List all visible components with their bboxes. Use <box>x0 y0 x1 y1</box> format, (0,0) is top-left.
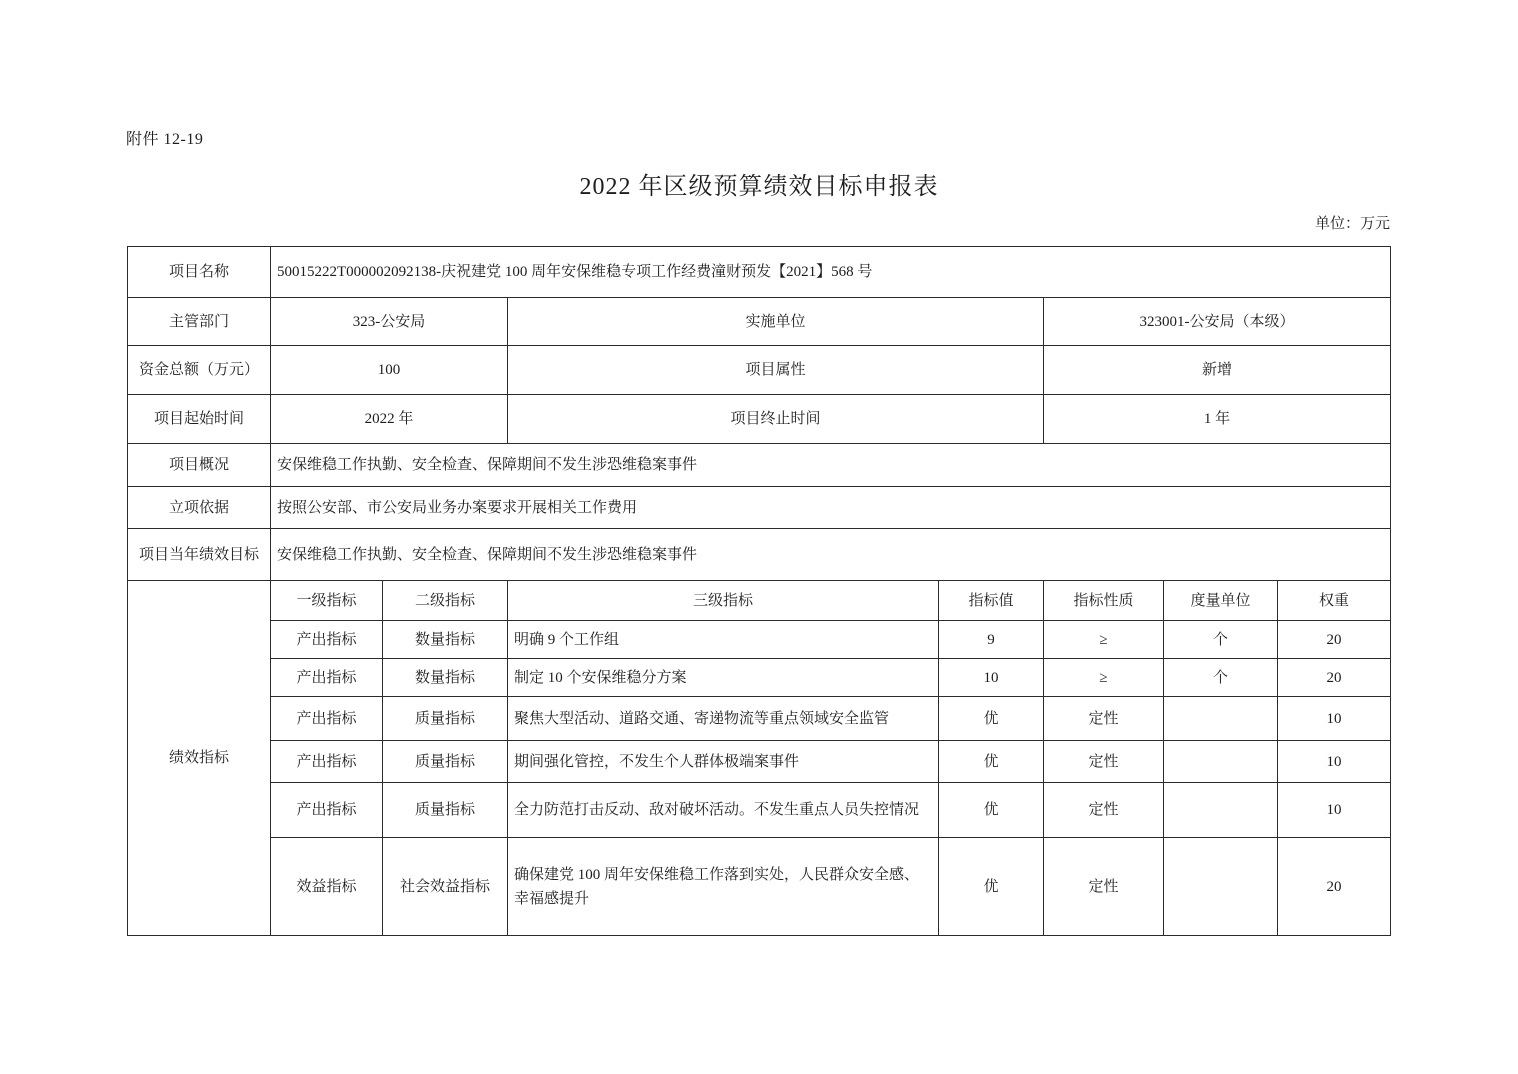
attr-label: 项目属性 <box>508 346 1044 395</box>
indicator-level1: 产出指标 <box>271 741 383 783</box>
indicator-level2: 社会效益指标 <box>383 838 508 936</box>
dept-value: 323-公安局 <box>271 298 508 346</box>
annual-goal-label: 项目当年绩效目标 <box>128 529 271 581</box>
indicator-level1: 产出指标 <box>271 697 383 741</box>
start-label: 项目起始时间 <box>128 395 271 444</box>
indicator-weight: 10 <box>1278 741 1391 783</box>
impl-label: 实施单位 <box>508 298 1044 346</box>
indicator-unit <box>1164 697 1278 741</box>
indicator-level3: 聚焦大型活动、道路交通、寄递物流等重点领域安全监管 <box>508 697 939 741</box>
table-row-basis <box>128 487 1391 529</box>
indicator-nature: 定性 <box>1044 697 1164 741</box>
indicator-row <box>128 741 1391 783</box>
indicator-nature: 定性 <box>1044 783 1164 838</box>
indicator-weight: 10 <box>1278 697 1391 741</box>
project-name-value: 50015222T000002092138-庆祝建党 100 周年安保维稳专项工作经费潼财预发【2021】568 号 <box>271 247 1391 298</box>
indicator-unit: 个 <box>1164 621 1278 659</box>
indicator-level1: 产出指标 <box>271 621 383 659</box>
start-value: 2022 年 <box>271 395 508 444</box>
annual-goal-value: 安保维稳工作执勤、安全检查、保障期间不发生涉恐维稳案事件 <box>271 529 1391 581</box>
indicator-row <box>128 659 1391 697</box>
indicator-row <box>128 697 1391 741</box>
indicator-level2: 质量指标 <box>383 741 508 783</box>
indicator-level2: 质量指标 <box>383 783 508 838</box>
indicator-weight: 20 <box>1278 838 1391 936</box>
indicator-weight: 20 <box>1278 621 1391 659</box>
indicator-unit <box>1164 838 1278 936</box>
indicator-value: 10 <box>939 659 1044 697</box>
indicator-level3: 明确 9 个工作组 <box>508 621 939 659</box>
indicator-weight: 20 <box>1278 659 1391 697</box>
indicator-nature: 定性 <box>1044 741 1164 783</box>
overview-label: 项目概况 <box>128 444 271 487</box>
amount-label: 资金总额（万元） <box>128 346 271 395</box>
indicator-level2: 数量指标 <box>383 621 508 659</box>
header-level2: 二级指标 <box>383 581 508 621</box>
dept-label: 主管部门 <box>128 298 271 346</box>
header-value: 指标值 <box>939 581 1044 621</box>
table-row-project-name <box>128 247 1391 298</box>
overview-value: 安保维稳工作执勤、安全检查、保障期间不发生涉恐维稳案事件 <box>271 444 1391 487</box>
indicator-level3: 确保建党 100 周年安保维稳工作落到实处，人民群众安全感、幸福感提升 <box>508 838 939 936</box>
impl-value: 323001-公安局（本级） <box>1044 298 1391 346</box>
indicator-nature: 定性 <box>1044 838 1164 936</box>
indicator-value: 优 <box>939 783 1044 838</box>
indicator-level2: 质量指标 <box>383 697 508 741</box>
header-nature: 指标性质 <box>1044 581 1164 621</box>
indicator-nature: ≥ <box>1044 659 1164 697</box>
header-level3: 三级指标 <box>508 581 939 621</box>
indicator-row <box>128 621 1391 659</box>
indicator-row <box>128 783 1391 838</box>
indicator-unit: 个 <box>1164 659 1278 697</box>
indicator-value: 优 <box>939 838 1044 936</box>
basis-value: 按照公安部、市公安局业务办案要求开展相关工作费用 <box>271 487 1391 529</box>
indicator-value: 9 <box>939 621 1044 659</box>
attachment-label: 附件 12-19 <box>126 131 204 148</box>
indicator-unit <box>1164 783 1278 838</box>
indicator-nature: ≥ <box>1044 621 1164 659</box>
indicator-value: 优 <box>939 697 1044 741</box>
table-row-department <box>128 298 1391 346</box>
page-title: 2022 年区级预算绩效目标申报表 <box>579 174 939 200</box>
attr-value: 新增 <box>1044 346 1391 395</box>
indicator-level3: 期间强化管控，不发生个人群体极端案事件 <box>508 741 939 783</box>
declaration-table <box>127 246 1391 936</box>
indicator-level1: 产出指标 <box>271 783 383 838</box>
indicator-level2: 数量指标 <box>383 659 508 697</box>
end-value: 1 年 <box>1044 395 1391 444</box>
basis-label: 立项依据 <box>128 487 271 529</box>
project-name-label: 项目名称 <box>128 247 271 298</box>
table-row-annual-goal <box>128 529 1391 581</box>
end-label: 项目终止时间 <box>508 395 1044 444</box>
indicator-value: 优 <box>939 741 1044 783</box>
header-level1: 一级指标 <box>271 581 383 621</box>
amount-value: 100 <box>271 346 508 395</box>
header-unit: 度量单位 <box>1164 581 1278 621</box>
table-row-time <box>128 395 1391 444</box>
indicator-unit <box>1164 741 1278 783</box>
indicator-level1: 产出指标 <box>271 659 383 697</box>
table-row-overview <box>128 444 1391 487</box>
header-weight: 权重 <box>1278 581 1391 621</box>
indicator-level1: 效益指标 <box>271 838 383 936</box>
unit-note: 单位：万元 <box>1314 216 1390 232</box>
indicator-row <box>128 838 1391 936</box>
indicator-weight: 10 <box>1278 783 1391 838</box>
indicator-header-row <box>128 581 1391 621</box>
indicator-level3: 制定 10 个安保维稳分方案 <box>508 659 939 697</box>
indicator-level3: 全力防范打击反动、敌对破坏活动。不发生重点人员失控情况 <box>508 783 939 838</box>
table-row-amount <box>128 346 1391 395</box>
indicator-group-label: 绩效指标 <box>128 581 271 936</box>
